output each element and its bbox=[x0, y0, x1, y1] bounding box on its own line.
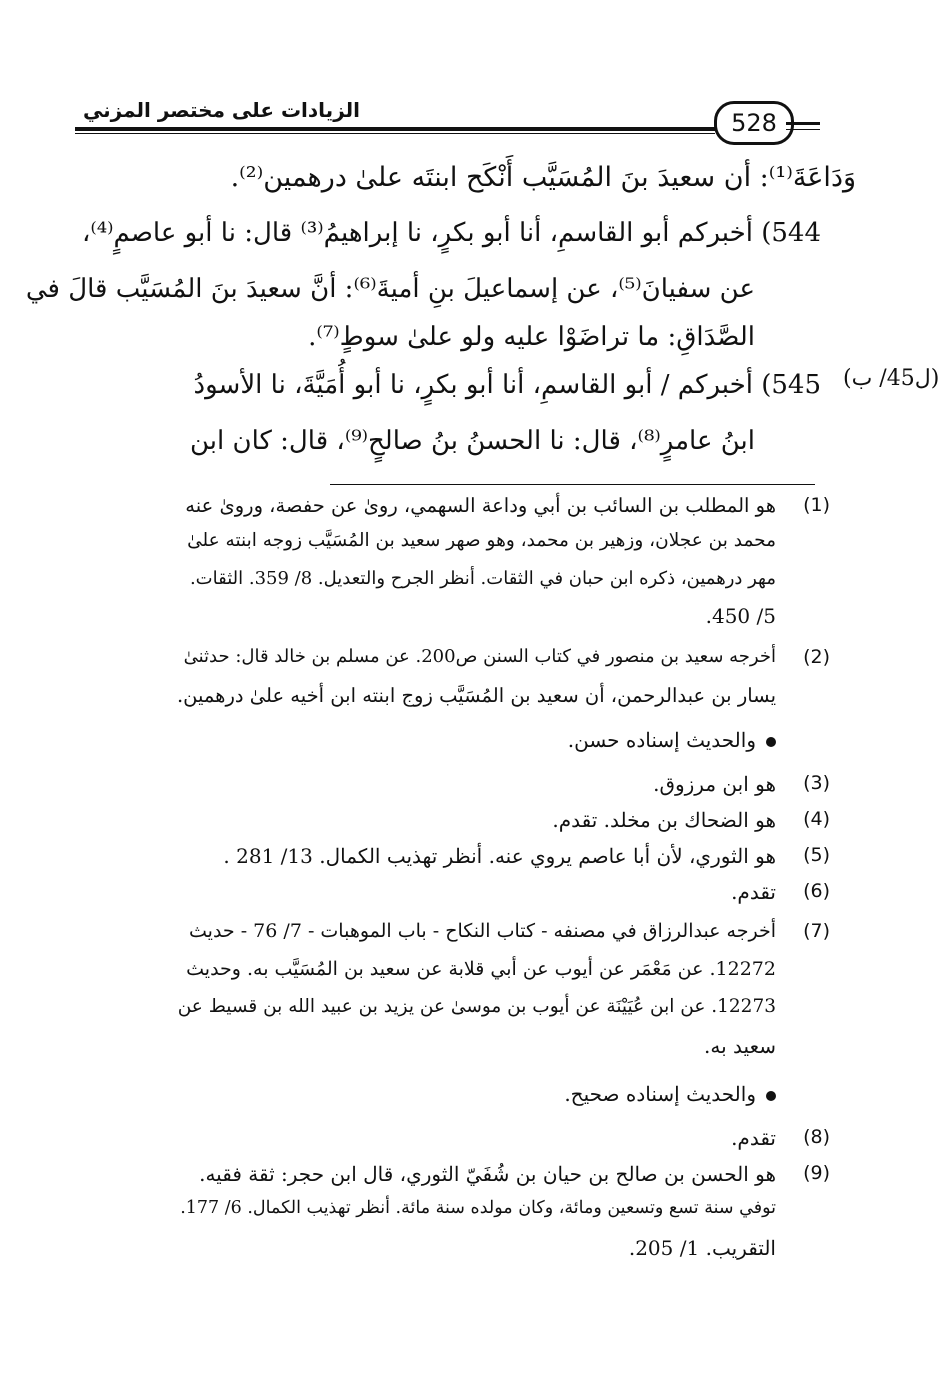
footnote-line: تقدم. bbox=[731, 1126, 776, 1150]
footnote-number: (4) bbox=[803, 808, 830, 830]
footnote-line: 5/ 450. bbox=[705, 604, 776, 628]
main-text-line-1: وَدَاعَةَ⁽¹⁾: أن سعيدَ بنَ المُسَيَّب أَنْكَح ابنتَه علىٰ درهمين⁽²⁾. bbox=[230, 162, 856, 193]
footnote-number: (5) bbox=[803, 844, 830, 866]
footnote-line: أخرجه عبدالرزاق في مصنفه - كتاب النكاح - باب الموهبات - 7/ 76 - حديث bbox=[189, 920, 776, 942]
footnote-line: هو ابن مرزوق. bbox=[653, 772, 776, 796]
footnote-line: 12273. عن ابن عُيَيْنَة عن أيوب بن موسىٰ عن يزيد بن عبيد الله بن قسيط عن bbox=[177, 996, 776, 1017]
footnote-number: (3) bbox=[803, 772, 830, 794]
footnote-line: هو الثوري، لأن أبا عاصم يروي عنه. أنظر تهذيب الكمال. 13/ 281 . bbox=[223, 844, 776, 868]
footnote-number: (9) bbox=[803, 1162, 830, 1184]
header-rule bbox=[75, 127, 715, 131]
footnote-line: التقريب. 1/ 205. bbox=[628, 1236, 776, 1260]
page-number: 528 bbox=[714, 101, 794, 145]
main-text-line-3: عن سفيانَ⁽⁵⁾، عن إسماعيلَ بنِ أميةَ⁽⁶⁾: أنَّ سعيدَ بنَ المُسَيَّب قالَ في bbox=[25, 274, 755, 304]
page-number-rule bbox=[786, 122, 820, 125]
footnote-note bbox=[568, 728, 776, 752]
bullet-icon bbox=[766, 737, 776, 747]
footnote-line: هو المطلب بن السائب بن أبي وداعة السهمي، روىٰ عن حفصة، وروىٰ عنه bbox=[185, 494, 776, 517]
footnote-line: مهر درهمين، ذكره ابن حبان في الثقات. أنظر الجرح والتعديل. 8/ 359. الثقات. bbox=[189, 568, 776, 589]
header-rule-thin bbox=[75, 133, 715, 134]
footnote-line: والحديث إسناده حسن. bbox=[567, 728, 756, 752]
main-text-line-4: الصَّدَاقِ: ما تراضَوْا عليه ولو علىٰ سوطٍ⁽⁷⁾. bbox=[308, 322, 755, 352]
main-text-line-5: 545) أخبركم / أبو القاسمِ، أنا أبو بكرٍ، نا أبو أُمَيَّةَ، نا الأسودُ bbox=[193, 370, 821, 400]
footnote-number: (1) bbox=[803, 494, 830, 516]
running-header-title: الزيادات على مختصر المزني bbox=[82, 98, 360, 122]
footnote-line: سعيد به. bbox=[704, 1034, 776, 1058]
footnote-number: (8) bbox=[803, 1126, 830, 1148]
main-text-line-2: 544) أخبركم أبو القاسمِ، أنا أبو بكرٍ، نا إبراهيمُ⁽³⁾ قال: نا أبو عاصمٍ⁽⁴⁾، bbox=[81, 218, 821, 248]
footnote-note bbox=[564, 1082, 776, 1106]
footnote-separator bbox=[330, 484, 815, 485]
footnote-line: هو الضحاك بن مخلد. تقدم. bbox=[552, 808, 776, 832]
footnote-number: (6) bbox=[803, 880, 830, 902]
footnote-line: هو الحسن بن صالح بن حيان بن شُفَيّ الثوري، قال ابن حجر: ثقة فقيه. bbox=[199, 1162, 776, 1186]
bullet-icon bbox=[766, 1091, 776, 1101]
footnote-line: محمد بن عجلان، وزهير بن محمد، وهو صهر سعيد بن المُسَيَّب زوجه ابنته علىٰ bbox=[187, 530, 776, 551]
footnote-number: (2) bbox=[803, 646, 830, 668]
footnote-line: تقدم. bbox=[731, 880, 776, 904]
footnote-line: يسار بن عبدالرحمن، أن سعيد بن المُسَيَّب زوج ابنته ابن أخيه علىٰ درهمين. bbox=[176, 684, 776, 707]
footnote-line: أخرجه سعيد بن منصور في كتاب السنن ص200. عن مسلم بن خالد قال: حدثنىٰ bbox=[183, 646, 776, 667]
footnote-line: والحديث إسناده صحيح. bbox=[564, 1082, 756, 1106]
main-text-line-6: ابنُ عامرٍ⁽⁸⁾، قال: نا الحسنُ بنُ صالحٍ⁽⁹⁾، قال: كان ابن bbox=[189, 426, 755, 456]
footnote-number: (7) bbox=[803, 920, 830, 942]
page-number-rule-thin bbox=[786, 129, 820, 130]
margin-folio-note: (ل45/ ب) bbox=[843, 366, 940, 391]
footnote-line: توفي سنة تسع وتسعين ومائة، وكان مولده سنة مائة. أنظر تهذيب الكمال. 6/ 177. bbox=[180, 1198, 776, 1218]
footnote-line: 12272. عن مَعْمَر عن أيوب عن أبي قلابة عن سعيد بن المُسَيَّب به. وحديث bbox=[186, 958, 776, 980]
